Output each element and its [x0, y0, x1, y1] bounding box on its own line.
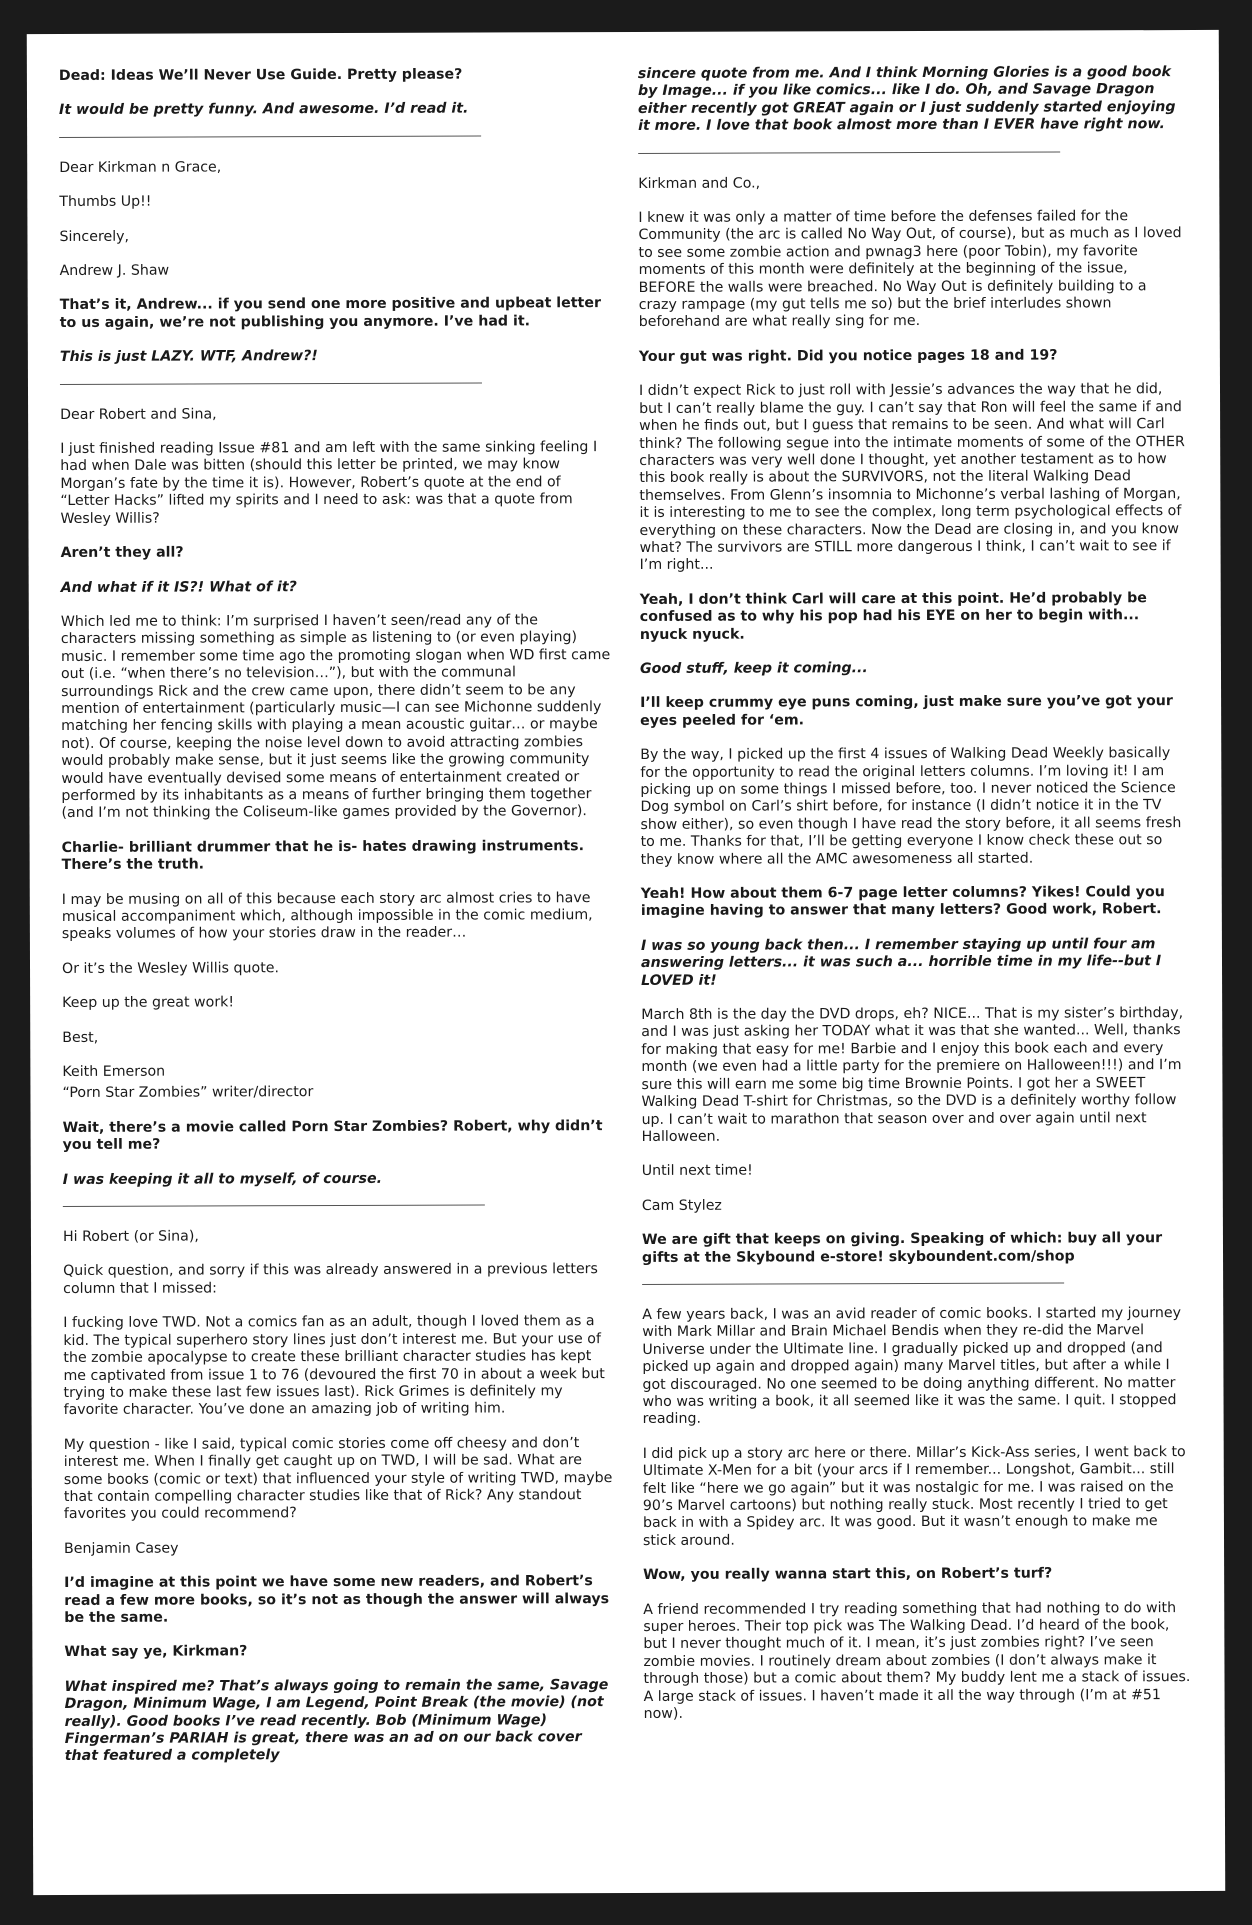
letter-paragraph: Thumbs Up!!	[59, 193, 152, 211]
letter-paragraph: Hi Robert (or Sina),	[62, 1228, 199, 1246]
kirkman-reply: This is just LAZY. WTF, Andrew?!	[59, 348, 318, 366]
section-divider	[642, 1282, 1064, 1284]
editor-reply: Dead: Ideas We’ll Never Use Guide. Pretty please?	[58, 66, 463, 84]
kirkman-reply: What inspired me? That’s always going to remain the same, Savage Dragon, Minimum Wage, I am Legend, Point Break (the movie) (not really). Good books I’ve read recently. Bob (Minimum Wage) Fingerman’s PARIAH is great, there was an ad on our back cover that featured a completely	[64, 1676, 609, 1765]
kirkman-reply: I was keeping it all to myself, of course.	[62, 1170, 382, 1188]
editor-reply: I’d imagine at this point we have some new readers, and Robert’s read a few more books, so it’s not as though the answer will always be the same.	[64, 1573, 610, 1626]
letter-paragraph: I did pick up a story arc here or there. Millar’s Kick-Ass series, I went back to Ultimate X-Men for a bit (your arcs if I remember... Longshot, Gambit... still felt like “here we go again” but it was nostalgic for me. I was raised on the 90’s Marvel cartoons) but nothing really stuck. Most recently I tried to get back in with a Spidey arc. It was good. But it wasn’t enough to make me stick around.	[642, 1443, 1186, 1549]
kirkman-reply: It would be pretty funny. And awesome. I’d read it.	[58, 100, 469, 119]
editor-reply: That’s it, Andrew... if you send one more positive and upbeat letter to us again, we’re not publishing you anymore. I’ve had it.	[59, 295, 601, 331]
section-divider	[59, 135, 481, 137]
right-column	[638, 64, 1194, 1740]
letter-paragraph: Andrew J. Shaw	[59, 262, 170, 280]
letter-paragraph: I just finished reading Issue #81 and am left with the same sinking feeling I had when Dale was bitten (should this letter be printed, we may know Morgan’s fate by the time it is). However, Robert’s quote at the end of “Letter Hacks” lifted my spirits and I need to ask: was that a quote from Wesley Willis?	[60, 439, 598, 527]
section-divider	[63, 1205, 485, 1207]
letter-paragraph: Quick question, and sorry if this was already answered in a previous letters column that I missed:	[63, 1261, 598, 1297]
section-divider	[60, 382, 482, 384]
letter-paragraph: I knew it was only a matter of time before the defenses failed for the Community (the arc is called No Way Out, of course), but as much as I loved to see some zombie action and pwnag3 here (poor Tobin), my favorite moments of this month were definitely at the beginning of the issue, BEFORE the walls were breached. No Way Out is definitely building to a crazy rampage (my gut tells me so) but the brief interludes shown beforehand are what really sing for me.	[638, 208, 1182, 331]
letter-paragraph: I may be musing on all of this because each story arc almost cries to have musical accompaniment which, although impossible in the comic medium, speaks volumes of how your stories draw in the reader…	[61, 889, 593, 943]
letter-paragraph: Best,	[62, 1029, 99, 1046]
letter-paragraph: Until next time!	[641, 1162, 753, 1180]
letter-paragraph: March 8th is the day the DVD drops, eh? NICE... That is my sister’s birthday, and I was just asking her TODAY what it was that she wanted... Well, thanks for making that easy for me! Barbie and I enjoy this book each and every month (we even had a little party for the premiere on Halloween!!!) and I’m sure this will earn me some big time Brownie Points. I got her a SWEET Walking Dead T-shirt for Christmas, so the DVD is a definitely worthy follow up. I can’t wait to marathon that season over and over again until next Halloween.	[641, 1005, 1184, 1145]
left-column	[59, 66, 615, 1783]
letter-paragraph: Dear Robert and Sina,	[60, 406, 217, 423]
kirkman-reply: And what if it IS?! What of it?	[60, 578, 297, 596]
kirkman-reply: Good stuff, keep it coming...	[639, 660, 868, 677]
letter-paragraph: “Porn Star Zombies” writer/director	[62, 1084, 314, 1102]
letter-paragraph: Kirkman and Co.,	[638, 175, 761, 192]
editor-reply: Your gut was right. Did you notice pages 18 and 19?	[638, 347, 1058, 365]
letter-paragraph: I didn’t expect Rick to just roll with Jessie’s advances the way that he did, but I can’t really blame the guy. I can’t say that Ron will feel the same if and when he finds out, but I guess that remains to be seen. And what will Carl think? The following segue into the intimate moments of some of the OTHER characters was very well done I thought, yet another testament as to how this book really is about the SURVIVORS, not the literal Walking Dead themselves. From Glenn’s insomnia to Michonne’s verbal lashing of Morgan, it is interesting to me to see the complex, long term psychological effects of everything on these characters. Now the Dead are closing in, and you know what? The survivors are STILL more dangerous I think, I can’t wait to see if I’m right...	[638, 381, 1185, 574]
letter-paragraph: Sincerely,	[59, 228, 130, 245]
letter-paragraph: Keith Emerson	[62, 1063, 166, 1080]
editor-reply: I’ll keep crummy eye puns coming, just make sure you’ve got your eyes peeled for ‘em.	[640, 693, 1173, 729]
kirkman-reply: sincere quote from me. And I think Morning Glories is a good book by Image... if you like comics... like I do. Oh, and Savage Dragon either recently got GREAT again or I just suddenly started enjoying it more. I love that book almost more than I EVER have right now.	[637, 64, 1176, 135]
letter-paragraph: I fucking love TWD. Not a comics fan as an adult, though I loved them as a kid. The typical superhero story lines just don’t interest me. But your use of the zombie apocalypse to create these brilliant character studies has kept me captivated from issue 1 to 76 (devoured the first 70 in about a week but trying to make these last few issues last). Rick Grimes is definitely my favorite character. You’ve done an amazing job of writing him.	[63, 1313, 605, 1419]
editor-reply: Aren’t they all?	[60, 544, 184, 562]
letter-paragraph: Dear Kirkman n Grace,	[59, 159, 222, 176]
editor-reply: Yeah, I don’t think Carl will care at this point. He’d probably be confused as to why his pop had his EYE on her to begin with... nyuck nyuck.	[639, 589, 1147, 643]
letter-paragraph: A few years back, I was an avid reader of comic books. I started my journey with Mark Millar and Brain Michael Bendis when they re-did the Marvel Universe under the Ultimate line. I gradually picked up and dropped (and picked up again and dropped again) many Marvel titles, but after a while I got discouraged. No one seemed to be doing anything different. No matter who was writing a book, it all seemed like it was the same. I quit. I stopped reading.	[642, 1305, 1182, 1428]
kirkman-reply: I was so young back then... I remember staying up until four am answering letters... it was such a... horrible time in my life--but I LOVED it!	[640, 935, 1162, 989]
editor-reply: Wait, there’s a movie called Porn Star Zombies? Robert, why didn’t you tell me?	[62, 1117, 603, 1154]
editor-reply: We are gift that keeps on giving. Speaking of which: buy all your gifts at the Skybound e-store! skyboundent.com/shop	[641, 1230, 1163, 1266]
section-divider	[638, 151, 1060, 153]
letters-page	[27, 30, 1225, 1895]
editor-reply: What say ye, Kirkman?	[64, 1643, 248, 1661]
letter-paragraph: My question - like I said, typical comic stories come off cheesy and don’t interest me. When I finally get caught up on TWD, I will be sad. What are some books (comic or text) that influenced your style of writing TWD, maybe that contain compelling character studies like that of Rick? Any standout favorites you could recommend?	[63, 1434, 613, 1523]
editor-reply: Yeah! How about them 6-7 page letter columns? Yikes! Could you imagine having to answer that many letters? Good work, Robert.	[640, 884, 1165, 920]
letter-paragraph: Keep up the great work!	[62, 994, 235, 1012]
letter-paragraph: By the way, I picked up the first 4 issues of Walking Dead Weekly basically for the opportunity to read the original letters columns. I’m loving it! I am picking up on some things I missed before, too. I never noticed the Science Dog symbol on Carl’s shirt before, for instance (I didn’t notice it in the TV show either), so even though I have read the story before, it all seems fresh to me. Thanks for that, I’ll be getting everyone I know check these out so they know where all the AMC awesomeness all started.	[640, 745, 1182, 868]
editor-reply: Charlie- brilliant drummer that he is- hates drawing instruments. There’s the truth.	[61, 837, 584, 874]
letter-paragraph: Or it’s the Wesley Willis quote.	[61, 960, 280, 977]
letter-paragraph: Which led me to think: I’m surprised I haven’t seen/read any of the characters missing something as simple as listening to (or even playing) music. I remember some time ago the promoting slogan when WD first came out (i.e. “when there’s no television…”), but with the communal surroundings Rick and the crew came upon, there didn’t seem to be any mention of entertainment (particularly music—I can see Michonne suddenly matching her fencing skills with playing a mean acoustic guitar… or maybe not). Of course, keeping the noise level down to avoid attracting zombies would probably make sense, but it just seems like the growing community would have eventually devised some means of entertainment created or performed by its inhabitants as a means of further bringing them together (and I’m not thinking the Coliseum-like games provided by the Governor).	[60, 612, 611, 822]
editor-reply: Wow, you really wanna start this, on Robert’s turf?	[643, 1565, 1053, 1584]
letter-paragraph: Benjamin Casey	[64, 1540, 179, 1557]
letter-paragraph: Cam Stylez	[641, 1197, 722, 1214]
letter-paragraph: A friend recommended I try reading something that had nothing to do with super heroes. Their top pick was The Walking Dead. I’d heard of the book, but I never thought much of it. I mean, it’s just zombies right? I’ve seen zombie movies. I routinely dream about zombies (I don’t always make it through those) but a comic about them? My buddy lent me a stack of issues. A large stack of issues. I haven’t made it all the way through (I’m at #51 now).	[643, 1599, 1191, 1723]
